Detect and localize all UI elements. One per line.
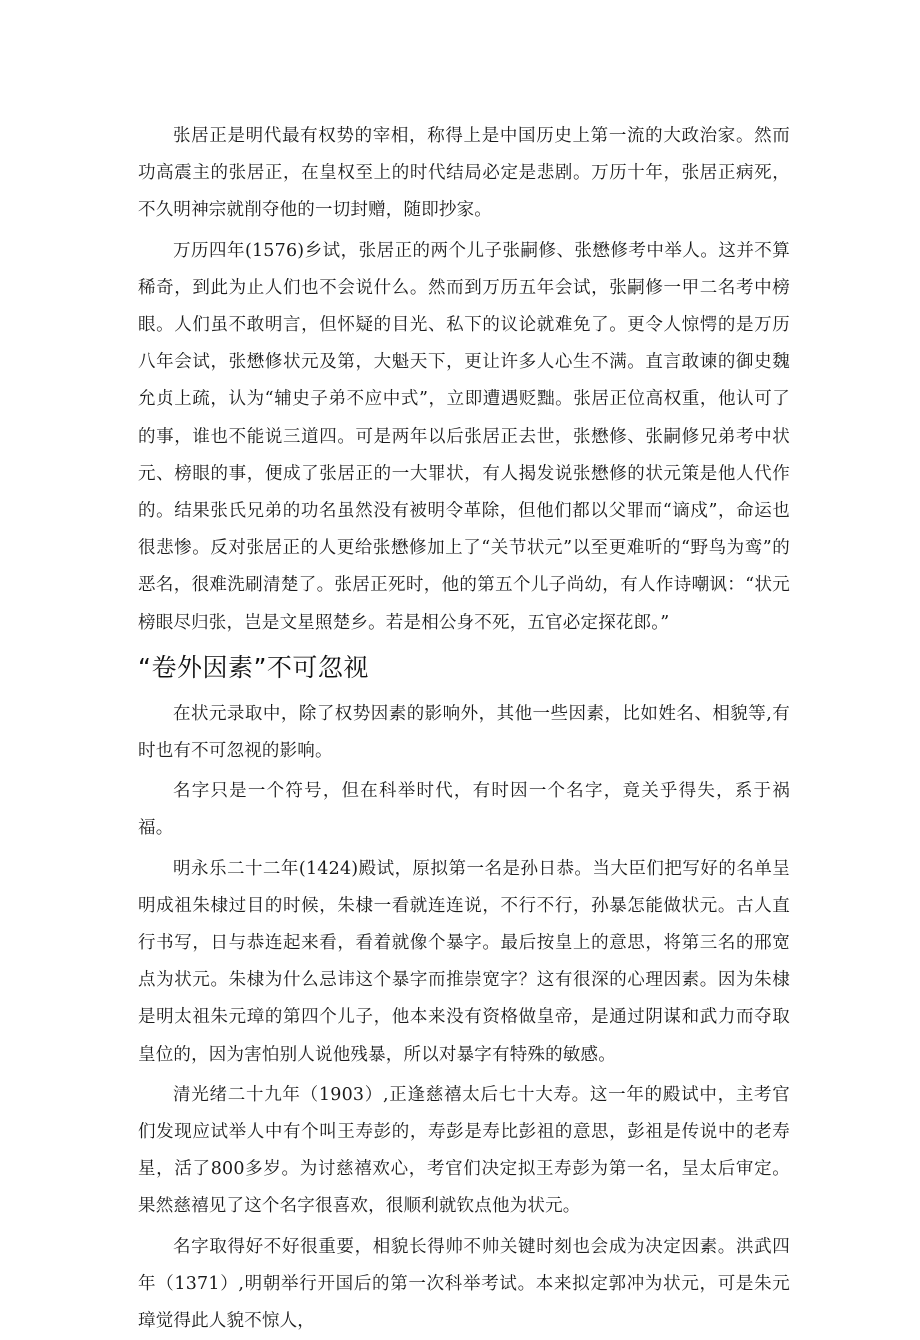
paragraph: 清光绪二十九年（1903）,正逢慈禧太后七十大寿。这一年的殿试中，主考官们发现应试举人中有个叫王寿彭的，寿彭是寿比彭祖的意思，彭祖是传说中的老寿星，活了800多岁。为讨慈禧欢心，考官们决定拟王寿彭为第一名，呈太后审定。果然慈禧见了这个名字很喜欢，很顺利就钦点他为状元。 <box>138 1084 790 1217</box>
section-heading: “卷外因素”不可忽视 <box>138 652 369 682</box>
paragraph: 名字取得好不好很重要，相貌长得帅不帅关键时刻也会成为决定因素。洪武四年（1371）,明朝举行开国后的第一次科举考试。本来拟定郭冲为状元，可是朱元璋觉得此人貌不惊人， <box>138 1236 790 1332</box>
paragraph: 张居正是明代最有权势的宰相，称得上是中国历史上第一流的大政治家。然而功高震主的张居正，在皇权至上的时代结局必定是悲剧。万历十年，张居正病死，不久明神宗就削夺他的一切封赠，随即抄家。 <box>138 126 790 221</box>
paragraph: 万历四年(1576)乡试，张居正的两个儿子张嗣修、张懋修考中举人。这并不算稀奇，到此为止人们也不会说什么。然而到万历五年会试，张嗣修一甲二名考中榜眼。人们虽不敢明言，但怀疑的目光、私下的议论就难免了。更令人惊愕的是万历八年会试，张懋修状元及第，大魁天下，更让许多人心生不满。直言敢谏的御史魏允贞上疏，认为“辅史子弟不应中式”，立即遭遇贬黜。张居正位高权重，他认可了的事，谁也不能说三道四。可是两年以后张居正去世，张懋修、张嗣修兄弟考中状元、榜眼的事，便成了张居正的一大罪状，有人揭发说张懋修的状元策是他人代作的。结果张氏兄弟的功名虽然没有被明令革除，但他们都以父罪而“谪戍”，命运也很悲惨。反对张居正的人更给张懋修加上了“关节状元”以至更难听的“野鸟为鸾”的恶名，很难洗刷清楚了。张居正死时，他的第五个儿子尚幼，有人作诗嘲讽：“状元榜眼尽归张，岂是文星照楚乡。若是相公身不死，五官必定探花郎。” <box>138 240 790 633</box>
paragraph: 在状元录取中，除了权势因素的影响外，其他一些因素，比如姓名、相貌等,有时也有不可忽视的影响。 <box>138 703 790 762</box>
paragraph: 名字只是一个符号，但在科举时代，有时因一个名字，竟关乎得失，系于祸福。 <box>138 781 790 839</box>
paragraph: 明永乐二十二年(1424)殿试，原拟第一名是孙日恭。当大臣们把写好的名单呈明成祖朱棣过目的时候，朱棣一看就连连说，不行不行，孙暴怎能做状元。古人直行书写，日与恭连起来看，看着就像个暴字。最后按皇上的意思，将第三名的邢宽点为状元。朱棣为什么忌讳这个暴字而推崇宽字？这有很深的心理因素。因为朱棣是明太祖朱元璋的第四个儿子，他本来没有资格做皇帝，是通过阴谋和武力而夺取皇位的，因为害怕别人说他残暴，所以对暴字有特殊的敏感。 <box>138 858 790 1065</box>
document-body <box>138 118 790 1340</box>
